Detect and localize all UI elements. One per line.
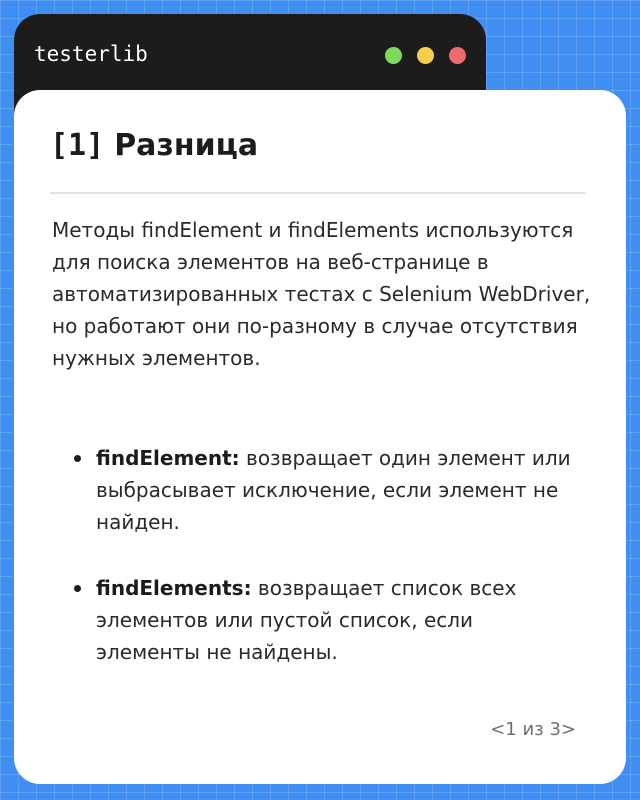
window-title: testerlib: [34, 42, 148, 66]
item-text: возвращает один элемент или выбрасывает исключение, если элемент не найден.: [96, 446, 571, 534]
red-dot-icon[interactable]: [449, 47, 466, 64]
green-dot-icon[interactable]: [385, 47, 402, 64]
item-term: findElement:: [96, 446, 240, 470]
window-controls: [385, 47, 466, 64]
list-item: [74, 572, 574, 668]
item-term: findElements:: [96, 576, 252, 600]
intro-paragraph: Методы findElement и findElements используются для поиска элементов на веб-странице в автоматизированных тестах с Selenium WebDriver, но работают они по-разному в случае отсутствия нужных элементов.: [52, 218, 591, 370]
divider: [50, 192, 586, 194]
yellow-dot-icon[interactable]: [417, 47, 434, 64]
page-indicator: <1 из 3>: [490, 719, 576, 740]
bullet-icon: [74, 585, 81, 592]
page-title: [50, 128, 258, 163]
list-item: [74, 442, 574, 538]
title-index: [1]: [50, 128, 105, 163]
title-text: Разница: [114, 128, 259, 163]
item-text: возвращает список всех элементов или пустой список, если элементы не найдены.: [96, 576, 517, 664]
bullet-icon: [74, 455, 81, 462]
bullet-list: [74, 442, 574, 702]
content-card: [14, 90, 626, 784]
